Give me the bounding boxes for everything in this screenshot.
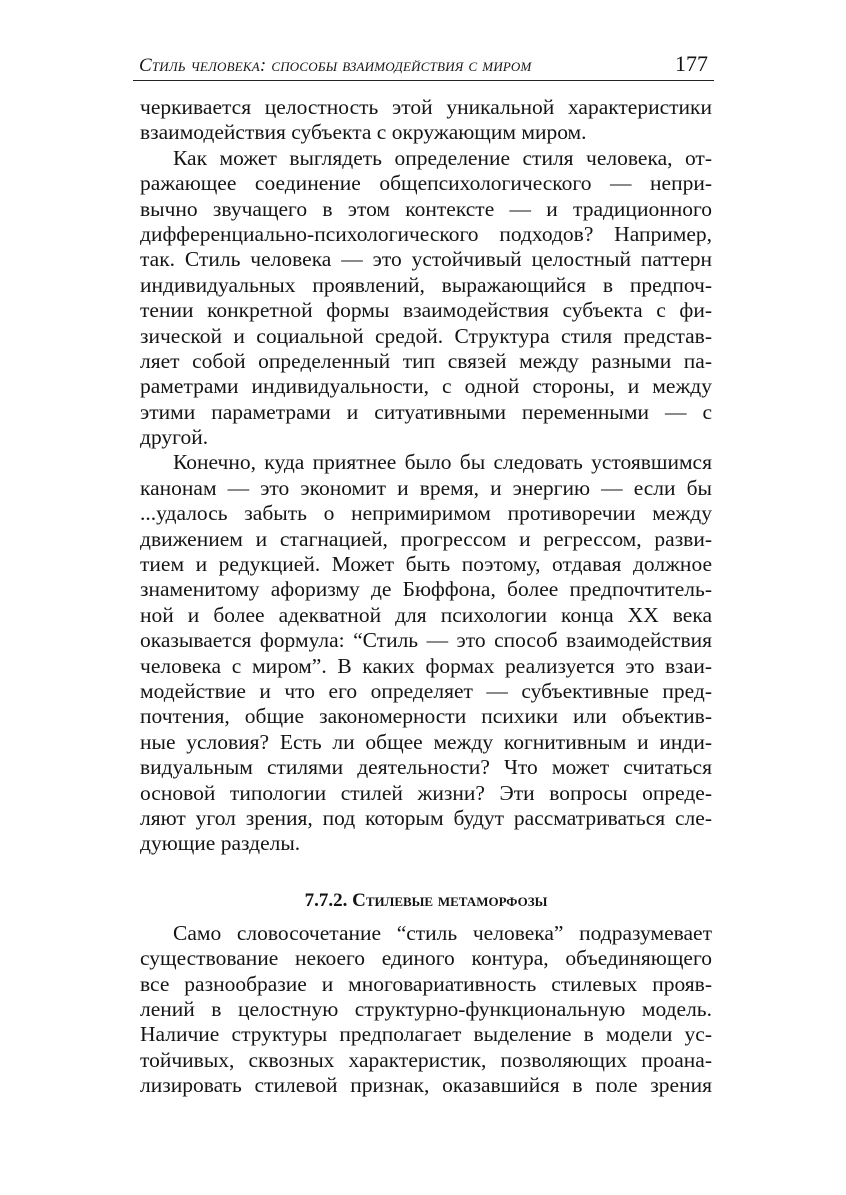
text-line: видуальным стилями деятельности? Что может считаться xyxy=(140,755,712,780)
text-line: почтения, общие закономерности психики или объектив- xyxy=(140,704,712,729)
text-line: ной и более адекватной для психологии конца XX века xyxy=(140,602,712,627)
text-line: ражающее соединение общепсихологического — непри- xyxy=(140,171,712,196)
text-line: тием и редукцией. Может быть поэтому, отдавая должное xyxy=(140,552,712,577)
text-line: зической и социальной средой. Структура стиля представ- xyxy=(140,323,712,348)
text-line: Как может выглядеть определение стиля человека, от- xyxy=(173,145,712,170)
text-line: ляют угол зрения, под которым будут рассматриваться сле- xyxy=(140,805,712,830)
text-line: существование некоего единого контура, объединяющего xyxy=(140,946,712,971)
text-line: взаимодействия субъекта с окружающим миром. xyxy=(140,120,587,145)
text-line: Наличие структуры предполагает выделение в модели ус- xyxy=(140,1022,712,1047)
running-header xyxy=(133,46,714,81)
text-line: ные условия? Есть ли общее между когнитивным и инди- xyxy=(140,729,712,754)
text-line: дующие разделы. xyxy=(140,831,301,856)
text-line: так. Стиль человека — это устойчивый целостный паттерн xyxy=(140,247,712,272)
text-line: Само словосочетание “стиль человека” подразумевает xyxy=(173,920,712,945)
text-line: Конечно, куда приятнее было бы следовать устоявшимся xyxy=(173,450,712,475)
text-line: канонам — это экономит и время, и энергию — если бы xyxy=(140,475,712,500)
running-title: Стиль человека: способы взаимодействия с миром xyxy=(139,55,532,76)
text-line: движением и стагнацией, прогрессом и регрессом, разви- xyxy=(140,526,712,551)
text-line: этими параметрами и ситуативными переменными — с xyxy=(140,399,712,424)
body-text xyxy=(140,95,712,1098)
paragraph xyxy=(140,921,712,1099)
text-line: основой типологии стилей жизни? Эти вопросы опреде- xyxy=(140,780,712,805)
text-line: лений в целостную структурно-функциональную модель. xyxy=(140,996,712,1021)
text-line: индивидуальных проявлений, выражающийся в предпоч- xyxy=(140,272,712,297)
text-line: оказывается формула: “Стиль — это способ взаимодействия xyxy=(140,628,712,653)
text-line: ...удалось забыть о непримиримом противоречии между xyxy=(140,501,712,526)
paragraph xyxy=(140,450,712,856)
text-line: ляет собой определенный тип связей между разными па- xyxy=(140,348,712,373)
section-spacer xyxy=(140,857,712,887)
text-line: дифференциально-психологического подходов? Например, xyxy=(140,221,712,246)
text-line: тении конкретной формы взаимодействия субъекта с фи- xyxy=(140,298,712,323)
text-line: вычно звучащего в этом контексте — и традиционного xyxy=(140,196,712,221)
section-heading xyxy=(140,887,712,915)
paragraph xyxy=(140,146,712,451)
text-line: лизировать стилевой признак, оказавшийся в поле зрения xyxy=(140,1073,712,1098)
section-title: Стилевые метаморфозы xyxy=(352,889,548,911)
text-line: другой. xyxy=(140,425,209,450)
text-line: знаменитому афоризму де Бюффона, более предпочтитель- xyxy=(140,577,712,602)
section-number: 7.7.2. xyxy=(304,889,348,911)
text-line: раметрами индивидуальности, с одной стороны, и между xyxy=(140,374,712,399)
text-line: черкивается целостность этой уникальной характеристики xyxy=(140,95,712,119)
text-line: модействие и что его определяет — субъективные пред- xyxy=(140,678,712,703)
paragraph xyxy=(140,95,712,146)
text-line: человека с миром”. В каких формах реализуется это взаи- xyxy=(140,653,712,678)
page-number: 177 xyxy=(675,51,708,76)
text-line: все разнообразие и многовариативность стилевых прояв- xyxy=(140,971,712,996)
text-line: тойчивых, сквозных характеристик, позволяющих проана- xyxy=(140,1047,712,1072)
